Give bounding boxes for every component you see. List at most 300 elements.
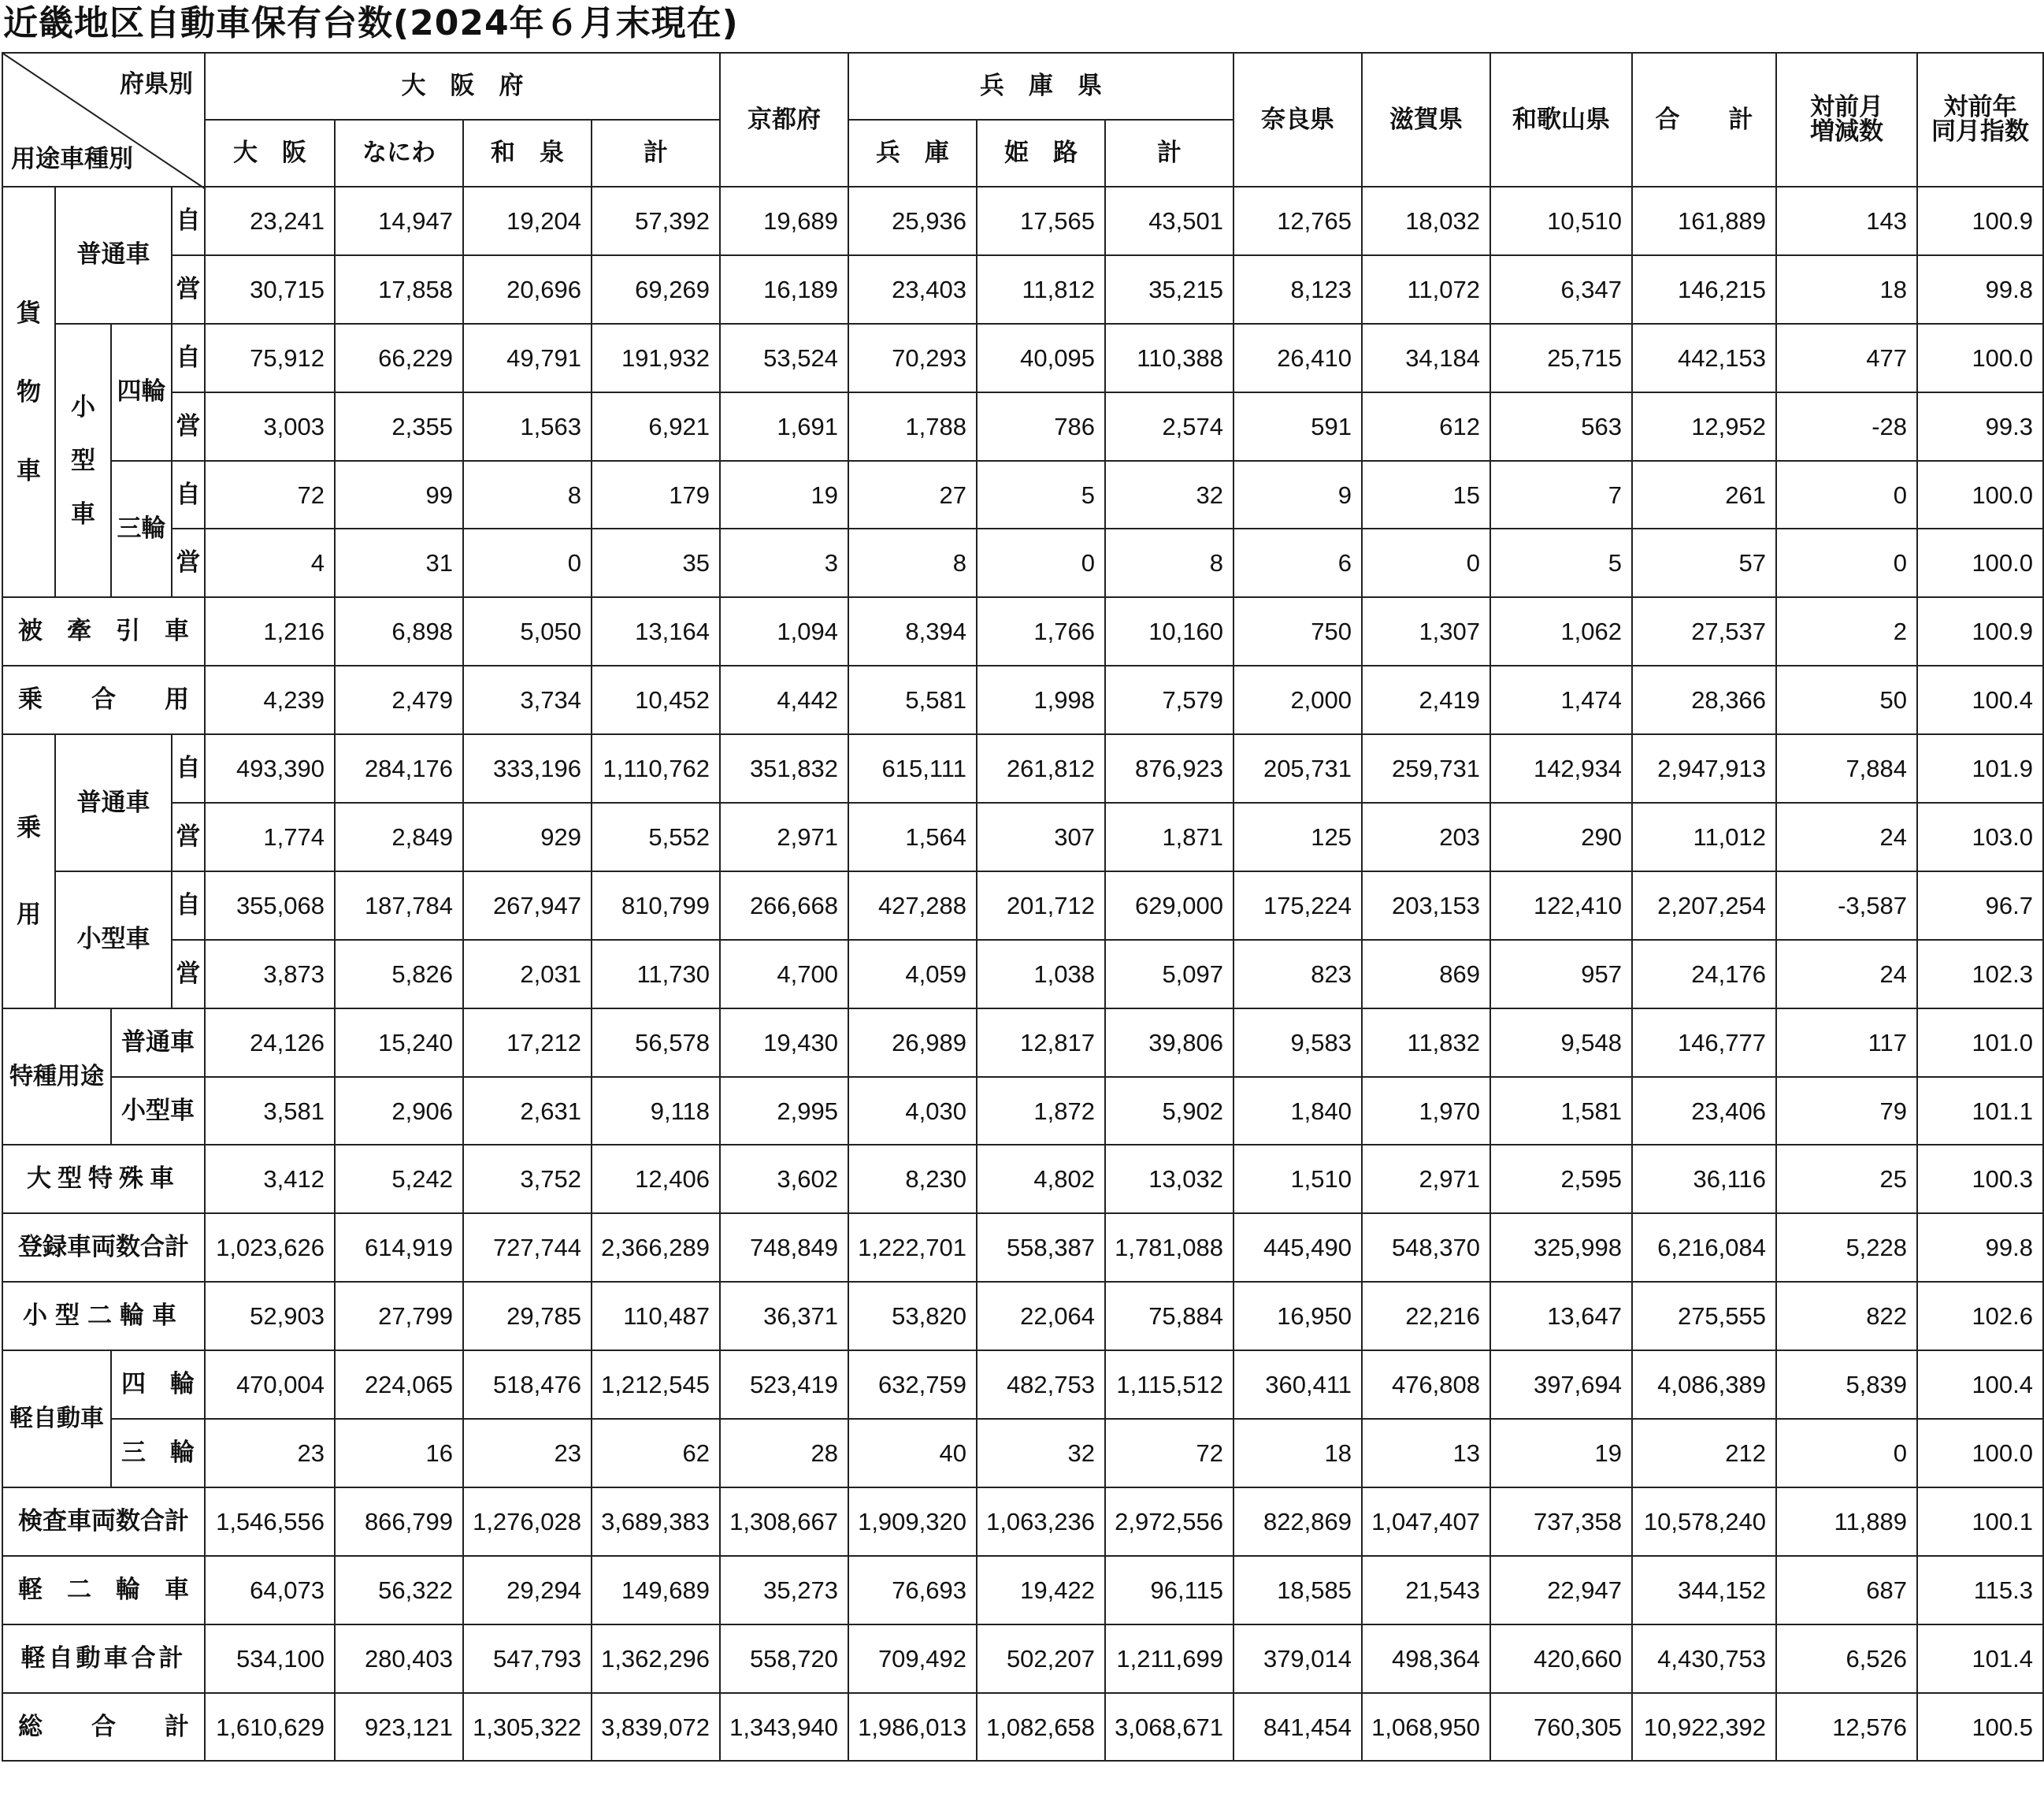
cell-yoy-index: 103.0 xyxy=(1917,803,2043,871)
cell-yoy-index: 99.8 xyxy=(1917,255,2043,324)
cell-mom-change: -3,587 xyxy=(1776,871,1917,940)
cell-naniwa: 2,849 xyxy=(335,803,463,871)
header-osaka: 大 阪 xyxy=(205,120,335,187)
cell-osaka-subtotal: 11,730 xyxy=(592,940,720,1008)
cell-himeji: 19,422 xyxy=(977,1556,1105,1624)
label-cargo xyxy=(2,187,55,597)
cell-mom-change: 477 xyxy=(1776,324,1917,392)
label-passenger-futsu: 普通車 xyxy=(55,734,172,871)
table-row xyxy=(2,1350,2043,1419)
cell-kyoto: 2,995 xyxy=(720,1077,848,1145)
table-row xyxy=(2,1213,2043,1282)
cell-yoy-index: 100.0 xyxy=(1917,461,2043,529)
cell-yoy-index: 100.0 xyxy=(1917,529,2043,597)
cell-osaka-subtotal: 3,689,383 xyxy=(592,1487,720,1556)
cell-shiga: 2,971 xyxy=(1362,1145,1490,1213)
label-registered-total: 登録車両数合計 xyxy=(2,1213,205,1282)
cell-naniwa: 16 xyxy=(335,1419,463,1487)
cell-himeji: 1,872 xyxy=(977,1077,1105,1145)
label-special-kogata: 小型車 xyxy=(111,1077,205,1145)
cell-shiga: 1,307 xyxy=(1362,597,1490,666)
cell-hyogo: 1,986,013 xyxy=(848,1693,977,1762)
cell-shiga: 13 xyxy=(1362,1419,1490,1487)
table-row xyxy=(2,255,2043,324)
cell-hyogo-subtotal: 2,972,556 xyxy=(1105,1487,1233,1556)
label-cargo-2: 物 xyxy=(17,377,41,407)
label-yonrin: 四輪 xyxy=(111,324,172,461)
label-cargo-3: 車 xyxy=(17,456,41,485)
cell-izumi: 2,031 xyxy=(463,940,592,1008)
table-row xyxy=(2,1693,2043,1762)
cell-total: 442,153 xyxy=(1632,324,1776,392)
cell-yoy-index: 101.9 xyxy=(1917,734,2043,803)
header-hyogo-subtotal: 計 xyxy=(1105,120,1233,187)
cell-kyoto: 16,189 xyxy=(720,255,848,324)
cell-wakayama: 6,347 xyxy=(1490,255,1632,324)
cell-total: 11,012 xyxy=(1632,803,1776,871)
cell-total: 212 xyxy=(1632,1419,1776,1487)
cell-hyogo: 1,788 xyxy=(848,392,977,461)
cell-osaka: 3,581 xyxy=(205,1077,335,1145)
cell-total: 27,537 xyxy=(1632,597,1776,666)
cell-naniwa: 27,799 xyxy=(335,1282,463,1350)
cell-himeji: 786 xyxy=(977,392,1105,461)
cell-osaka: 24,126 xyxy=(205,1008,335,1077)
cell-kyoto: 1,308,667 xyxy=(720,1487,848,1556)
cell-wakayama: 19 xyxy=(1490,1419,1632,1487)
cell-shiga: 548,370 xyxy=(1362,1213,1490,1282)
cell-yoy-index: 102.3 xyxy=(1917,940,2043,1008)
label-kogata-3: 車 xyxy=(71,499,95,529)
cell-naniwa: 923,121 xyxy=(335,1693,463,1762)
cell-naniwa: 99 xyxy=(335,461,463,529)
label-ei: 営 xyxy=(172,803,205,871)
cell-osaka: 3,003 xyxy=(205,392,335,461)
cell-naniwa: 56,322 xyxy=(335,1556,463,1624)
cell-mom-change: 79 xyxy=(1776,1077,1917,1145)
cell-himeji: 558,387 xyxy=(977,1213,1105,1282)
label-ji: 自 xyxy=(172,324,205,392)
cell-hyogo: 26,989 xyxy=(848,1008,977,1077)
cell-shiga: 203,153 xyxy=(1362,871,1490,940)
cell-nara: 750 xyxy=(1233,597,1362,666)
cell-nara: 12,765 xyxy=(1233,187,1362,255)
cell-osaka: 52,903 xyxy=(205,1282,335,1350)
cell-wakayama: 25,715 xyxy=(1490,324,1632,392)
cell-yoy-index: 100.9 xyxy=(1917,187,2043,255)
cell-yoy-index: 100.5 xyxy=(1917,1693,2043,1762)
cell-hyogo-subtotal: 1,115,512 xyxy=(1105,1350,1233,1419)
cell-izumi: 333,196 xyxy=(463,734,592,803)
cell-nara: 125 xyxy=(1233,803,1362,871)
cell-hyogo-subtotal: 1,781,088 xyxy=(1105,1213,1233,1282)
header-himeji: 姫 路 xyxy=(977,120,1105,187)
cell-himeji: 17,565 xyxy=(977,187,1105,255)
cell-nara: 9,583 xyxy=(1233,1008,1362,1077)
cell-hyogo: 1,909,320 xyxy=(848,1487,977,1556)
cell-shiga: 11,072 xyxy=(1362,255,1490,324)
cell-nara: 822,869 xyxy=(1233,1487,1362,1556)
label-ji: 自 xyxy=(172,187,205,255)
cell-osaka-subtotal: 10,452 xyxy=(592,666,720,734)
cell-hyogo: 70,293 xyxy=(848,324,977,392)
cell-wakayama: 9,548 xyxy=(1490,1008,1632,1077)
header-kyoto-fu: 京都府 xyxy=(720,53,848,187)
cell-nara: 8,123 xyxy=(1233,255,1362,324)
cell-shiga: 1,970 xyxy=(1362,1077,1490,1145)
cell-izumi: 1,563 xyxy=(463,392,592,461)
cell-himeji: 40,095 xyxy=(977,324,1105,392)
cell-naniwa: 5,826 xyxy=(335,940,463,1008)
cell-izumi: 29,785 xyxy=(463,1282,592,1350)
cell-osaka: 1,774 xyxy=(205,803,335,871)
cell-kyoto: 19,430 xyxy=(720,1008,848,1077)
header-osaka-subtotal: 計 xyxy=(592,120,720,187)
cell-kyoto: 35,273 xyxy=(720,1556,848,1624)
cell-osaka-subtotal: 149,689 xyxy=(592,1556,720,1624)
header-year-over-year xyxy=(1917,53,2043,187)
cell-total: 4,086,389 xyxy=(1632,1350,1776,1419)
cell-himeji: 307 xyxy=(977,803,1105,871)
cell-hyogo-subtotal: 110,388 xyxy=(1105,324,1233,392)
cell-kyoto: 28 xyxy=(720,1419,848,1487)
cell-himeji: 261,812 xyxy=(977,734,1105,803)
label-ei: 営 xyxy=(172,255,205,324)
cell-wakayama: 420,660 xyxy=(1490,1624,1632,1693)
cell-hyogo: 4,059 xyxy=(848,940,977,1008)
cell-kyoto: 1,343,940 xyxy=(720,1693,848,1762)
cell-osaka: 470,004 xyxy=(205,1350,335,1419)
cell-hyogo: 53,820 xyxy=(848,1282,977,1350)
cell-mom-change: -28 xyxy=(1776,392,1917,461)
label-passenger-1: 乗 xyxy=(17,813,41,842)
cell-nara: 2,000 xyxy=(1233,666,1362,734)
cell-yoy-index: 101.0 xyxy=(1917,1008,2043,1077)
cell-yoy-index: 102.6 xyxy=(1917,1282,2043,1350)
cell-hyogo: 8 xyxy=(848,529,977,597)
cell-wakayama: 1,474 xyxy=(1490,666,1632,734)
cell-shiga: 869 xyxy=(1362,940,1490,1008)
cell-kyoto: 351,832 xyxy=(720,734,848,803)
cell-wakayama: 1,581 xyxy=(1490,1077,1632,1145)
label-small-two-wheel: 小型二輪車 xyxy=(2,1282,205,1350)
cell-osaka-subtotal: 179 xyxy=(592,461,720,529)
header-naniwa: なにわ xyxy=(335,120,463,187)
cell-kyoto: 2,971 xyxy=(720,803,848,871)
vehicle-stats-table xyxy=(2,52,2044,1762)
cell-izumi: 29,294 xyxy=(463,1556,592,1624)
cell-total: 161,889 xyxy=(1632,187,1776,255)
cell-kyoto: 1,691 xyxy=(720,392,848,461)
cell-shiga: 259,731 xyxy=(1362,734,1490,803)
cell-hyogo-subtotal: 32 xyxy=(1105,461,1233,529)
cell-nara: 9 xyxy=(1233,461,1362,529)
cell-nara: 26,410 xyxy=(1233,324,1362,392)
cell-osaka: 1,023,626 xyxy=(205,1213,335,1282)
cell-yoy-index: 115.3 xyxy=(1917,1556,2043,1624)
cell-himeji: 201,712 xyxy=(977,871,1105,940)
cell-wakayama: 13,647 xyxy=(1490,1282,1632,1350)
cell-izumi: 3,734 xyxy=(463,666,592,734)
cell-nara: 1,510 xyxy=(1233,1145,1362,1213)
cell-yoy-index: 96.7 xyxy=(1917,871,2043,940)
cell-naniwa: 224,065 xyxy=(335,1350,463,1419)
cell-wakayama: 397,694 xyxy=(1490,1350,1632,1419)
cell-hyogo: 8,394 xyxy=(848,597,977,666)
cell-total: 261 xyxy=(1632,461,1776,529)
cell-naniwa: 2,355 xyxy=(335,392,463,461)
cell-naniwa: 866,799 xyxy=(335,1487,463,1556)
cell-total: 24,176 xyxy=(1632,940,1776,1008)
label-ji: 自 xyxy=(172,734,205,803)
label-passenger-2: 用 xyxy=(17,900,41,929)
cell-yoy-index: 100.0 xyxy=(1917,1419,2043,1487)
cell-hyogo-subtotal: 2,574 xyxy=(1105,392,1233,461)
cell-mom-change: 12,576 xyxy=(1776,1693,1917,1762)
cell-nara: 6 xyxy=(1233,529,1362,597)
cell-osaka-subtotal: 56,578 xyxy=(592,1008,720,1077)
cell-wakayama: 10,510 xyxy=(1490,187,1632,255)
header-hyogo: 兵 庫 xyxy=(848,120,977,187)
cell-total: 2,207,254 xyxy=(1632,871,1776,940)
header-mom-line2: 増減数 xyxy=(1810,117,1884,146)
label-cargo-futsu: 普通車 xyxy=(55,187,172,324)
cell-mom-change: 0 xyxy=(1776,1419,1917,1487)
cell-naniwa: 2,479 xyxy=(335,666,463,734)
table-row xyxy=(2,1556,2043,1624)
cell-izumi: 1,305,322 xyxy=(463,1693,592,1762)
cell-nara: 823 xyxy=(1233,940,1362,1008)
cell-himeji: 11,812 xyxy=(977,255,1105,324)
cell-nara: 18,585 xyxy=(1233,1556,1362,1624)
cell-hyogo: 4,030 xyxy=(848,1077,977,1145)
table-row xyxy=(2,1145,2043,1213)
cell-wakayama: 1,062 xyxy=(1490,597,1632,666)
cell-osaka-subtotal: 69,269 xyxy=(592,255,720,324)
header-mom-line1: 対前月 xyxy=(1810,93,1884,121)
cell-shiga: 34,184 xyxy=(1362,324,1490,392)
cell-himeji: 1,082,658 xyxy=(977,1693,1105,1762)
cell-mom-change: 0 xyxy=(1776,461,1917,529)
cell-kyoto: 19,689 xyxy=(720,187,848,255)
cell-naniwa: 280,403 xyxy=(335,1624,463,1693)
cell-total: 28,366 xyxy=(1632,666,1776,734)
cell-yoy-index: 100.4 xyxy=(1917,666,2043,734)
label-passenger-kogata: 小型車 xyxy=(55,871,172,1008)
header-wakayama-ken: 和歌山県 xyxy=(1490,53,1632,187)
label-kei: 軽自動車 xyxy=(2,1350,111,1487)
cell-hyogo-subtotal: 35,215 xyxy=(1105,255,1233,324)
cell-yoy-index: 99.8 xyxy=(1917,1213,2043,1282)
cell-izumi: 2,631 xyxy=(463,1077,592,1145)
cell-shiga: 203 xyxy=(1362,803,1490,871)
cell-osaka-subtotal: 35 xyxy=(592,529,720,597)
cell-nara: 16,950 xyxy=(1233,1282,1362,1350)
cell-himeji: 32 xyxy=(977,1419,1105,1487)
cell-osaka: 4,239 xyxy=(205,666,335,734)
header-izumi: 和 泉 xyxy=(463,120,592,187)
cell-himeji: 0 xyxy=(977,529,1105,597)
label-ji: 自 xyxy=(172,871,205,940)
cell-hyogo: 40 xyxy=(848,1419,977,1487)
cell-osaka: 1,546,556 xyxy=(205,1487,335,1556)
cell-shiga: 0 xyxy=(1362,529,1490,597)
cell-yoy-index: 100.3 xyxy=(1917,1145,2043,1213)
table-row xyxy=(2,1487,2043,1556)
cell-nara: 18 xyxy=(1233,1419,1362,1487)
cell-osaka: 3,412 xyxy=(205,1145,335,1213)
cell-himeji: 1,038 xyxy=(977,940,1105,1008)
header-corner xyxy=(2,53,205,187)
cell-shiga: 22,216 xyxy=(1362,1282,1490,1350)
label-bus: 乗 合 用 xyxy=(2,666,205,734)
cell-hyogo: 76,693 xyxy=(848,1556,977,1624)
cell-izumi: 0 xyxy=(463,529,592,597)
cell-izumi: 5,050 xyxy=(463,597,592,666)
cell-hyogo: 23,403 xyxy=(848,255,977,324)
label-inspected-total: 検査車両数合計 xyxy=(2,1487,205,1556)
label-kei-three: 三 輪 xyxy=(111,1419,205,1487)
cell-osaka-subtotal: 1,212,545 xyxy=(592,1350,720,1419)
cell-shiga: 21,543 xyxy=(1362,1556,1490,1624)
label-kei-total: 軽自動車合計 xyxy=(2,1624,205,1693)
label-kei-two-wheel: 軽 二 輪 車 xyxy=(2,1556,205,1624)
cell-mom-change: 24 xyxy=(1776,940,1917,1008)
table-row xyxy=(2,1419,2043,1487)
table-row xyxy=(2,1008,2043,1077)
cell-osaka-subtotal: 62 xyxy=(592,1419,720,1487)
cell-hyogo-subtotal: 1,871 xyxy=(1105,803,1233,871)
table-row xyxy=(2,734,2043,803)
cell-hyogo: 5,581 xyxy=(848,666,977,734)
cell-naniwa: 2,906 xyxy=(335,1077,463,1145)
cell-wakayama: 737,358 xyxy=(1490,1487,1632,1556)
table-row xyxy=(2,1077,2043,1145)
cell-himeji: 4,802 xyxy=(977,1145,1105,1213)
cell-shiga: 15 xyxy=(1362,461,1490,529)
cell-total: 10,578,240 xyxy=(1632,1487,1776,1556)
table-row xyxy=(2,187,2043,255)
page-title: 近畿地区自動車保有台数(2024年６月末現在) xyxy=(3,3,739,43)
cell-yoy-index: 100.4 xyxy=(1917,1350,2043,1419)
label-special-futsu: 普通車 xyxy=(111,1008,205,1077)
cell-naniwa: 15,240 xyxy=(335,1008,463,1077)
cell-hyogo: 615,111 xyxy=(848,734,977,803)
cell-naniwa: 5,242 xyxy=(335,1145,463,1213)
cell-wakayama: 7 xyxy=(1490,461,1632,529)
cell-naniwa: 31 xyxy=(335,529,463,597)
cell-himeji: 22,064 xyxy=(977,1282,1105,1350)
label-cargo-kogata xyxy=(55,324,111,598)
cell-osaka-subtotal: 1,110,762 xyxy=(592,734,720,803)
cell-izumi: 727,744 xyxy=(463,1213,592,1282)
cell-wakayama: 760,305 xyxy=(1490,1693,1632,1762)
cell-kyoto: 266,668 xyxy=(720,871,848,940)
cell-osaka: 355,068 xyxy=(205,871,335,940)
cell-osaka-subtotal: 2,366,289 xyxy=(592,1213,720,1282)
table-row xyxy=(2,324,2043,392)
cell-osaka: 534,100 xyxy=(205,1624,335,1693)
cell-total: 275,555 xyxy=(1632,1282,1776,1350)
cell-shiga: 1,047,407 xyxy=(1362,1487,1490,1556)
header-yoy-line1: 対前年 xyxy=(1943,93,2017,121)
cell-osaka: 1,216 xyxy=(205,597,335,666)
cell-nara: 1,840 xyxy=(1233,1077,1362,1145)
cell-hyogo-subtotal: 3,068,671 xyxy=(1105,1693,1233,1762)
cell-kyoto: 558,720 xyxy=(720,1624,848,1693)
table-row xyxy=(2,461,2043,529)
cell-kyoto: 19 xyxy=(720,461,848,529)
cell-osaka: 4 xyxy=(205,529,335,597)
cell-total: 12,952 xyxy=(1632,392,1776,461)
cell-naniwa: 66,229 xyxy=(335,324,463,392)
cell-hyogo: 1,222,701 xyxy=(848,1213,977,1282)
cell-hyogo: 632,759 xyxy=(848,1350,977,1419)
label-kogata-1: 小 xyxy=(71,392,95,421)
cell-izumi: 49,791 xyxy=(463,324,592,392)
cell-osaka: 3,873 xyxy=(205,940,335,1008)
header-yoy-line2: 同月指数 xyxy=(1931,117,2030,146)
cell-hyogo-subtotal: 39,806 xyxy=(1105,1008,1233,1077)
cell-naniwa: 614,919 xyxy=(335,1213,463,1282)
cell-total: 57 xyxy=(1632,529,1776,597)
cell-total: 6,216,084 xyxy=(1632,1213,1776,1282)
cell-wakayama: 957 xyxy=(1490,940,1632,1008)
cell-mom-change: 5,228 xyxy=(1776,1213,1917,1282)
cell-kyoto: 748,849 xyxy=(720,1213,848,1282)
cell-izumi: 547,793 xyxy=(463,1624,592,1693)
cell-kyoto: 4,700 xyxy=(720,940,848,1008)
cell-naniwa: 284,176 xyxy=(335,734,463,803)
header-hyogo-ken: 兵 庫 県 xyxy=(848,53,1233,120)
cell-nara: 591 xyxy=(1233,392,1362,461)
cell-osaka: 1,610,629 xyxy=(205,1693,335,1762)
table-row xyxy=(2,1624,2043,1693)
cell-hyogo-subtotal: 876,923 xyxy=(1105,734,1233,803)
cell-total: 4,430,753 xyxy=(1632,1624,1776,1693)
cell-osaka-subtotal: 57,392 xyxy=(592,187,720,255)
table-row xyxy=(2,803,2043,871)
cell-hyogo-subtotal: 13,032 xyxy=(1105,1145,1233,1213)
cell-naniwa: 14,947 xyxy=(335,187,463,255)
cell-osaka-subtotal: 13,164 xyxy=(592,597,720,666)
cell-izumi: 17,212 xyxy=(463,1008,592,1077)
cell-izumi: 3,752 xyxy=(463,1145,592,1213)
cell-total: 36,116 xyxy=(1632,1145,1776,1213)
cell-osaka-subtotal: 1,362,296 xyxy=(592,1624,720,1693)
cell-yoy-index: 99.3 xyxy=(1917,392,2043,461)
cell-osaka-subtotal: 12,406 xyxy=(592,1145,720,1213)
cell-osaka-subtotal: 810,799 xyxy=(592,871,720,940)
cell-mom-change: 117 xyxy=(1776,1008,1917,1077)
cell-mom-change: 6,526 xyxy=(1776,1624,1917,1693)
cell-shiga: 11,832 xyxy=(1362,1008,1490,1077)
cell-nara: 379,014 xyxy=(1233,1624,1362,1693)
cell-izumi: 1,276,028 xyxy=(463,1487,592,1556)
table-row xyxy=(2,871,2043,940)
cell-hyogo-subtotal: 8 xyxy=(1105,529,1233,597)
cell-izumi: 19,204 xyxy=(463,187,592,255)
cell-osaka-subtotal: 110,487 xyxy=(592,1282,720,1350)
cell-hyogo: 1,564 xyxy=(848,803,977,871)
cell-osaka-subtotal: 5,552 xyxy=(592,803,720,871)
cell-hyogo-subtotal: 72 xyxy=(1105,1419,1233,1487)
cell-nara: 445,490 xyxy=(1233,1213,1362,1282)
cell-hyogo-subtotal: 5,097 xyxy=(1105,940,1233,1008)
cell-mom-change: 0 xyxy=(1776,529,1917,597)
header-month-over-month xyxy=(1776,53,1917,187)
table-row xyxy=(2,597,2043,666)
